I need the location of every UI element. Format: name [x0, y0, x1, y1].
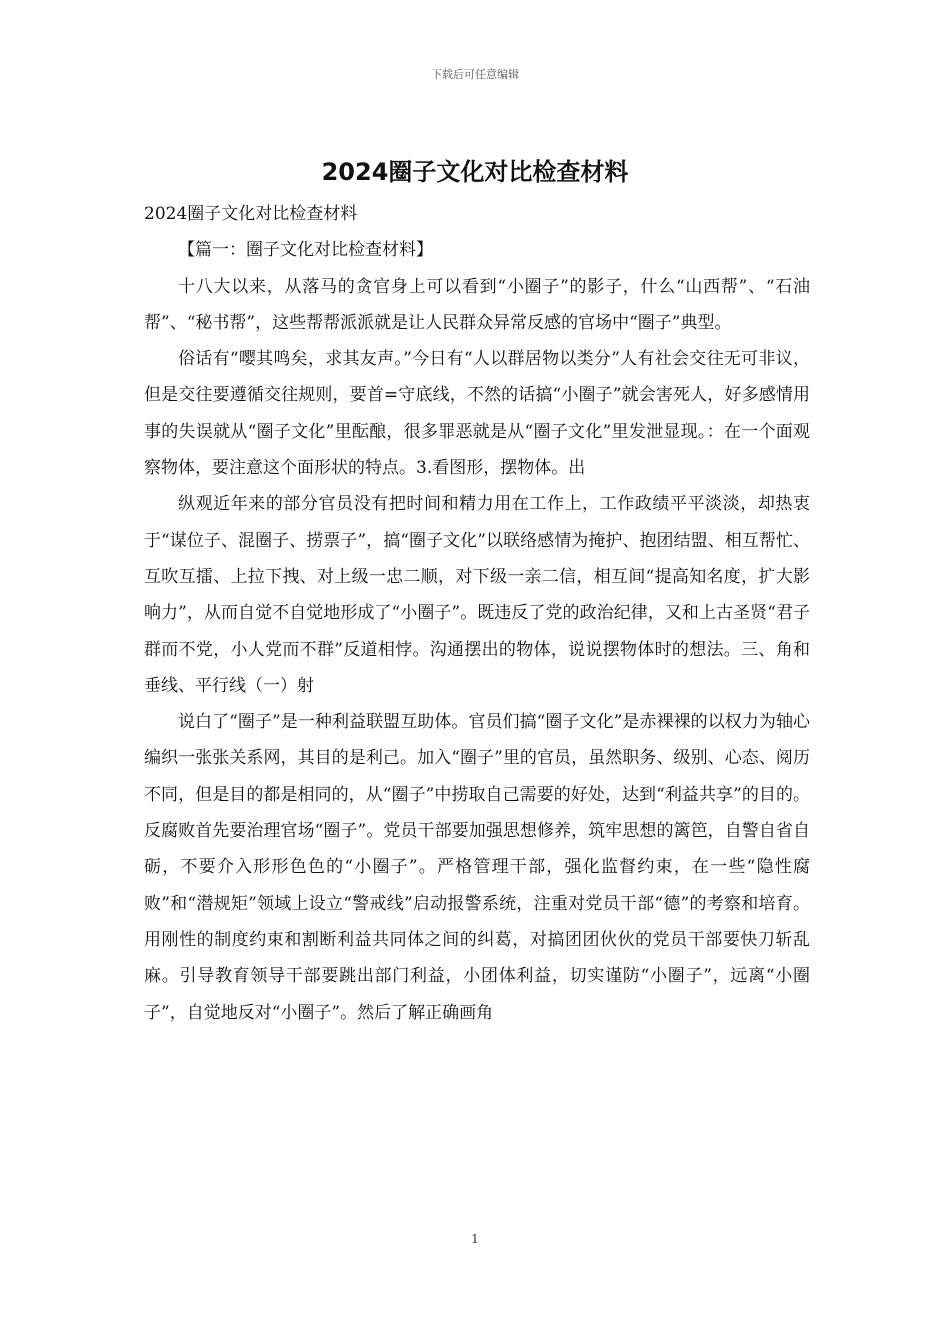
section-heading: 【篇一：圈子文化对比检查材料】 — [178, 240, 433, 261]
page-number: 1 — [471, 1232, 479, 1246]
document-subtitle: 2024圈子文化对比检查材料 — [144, 204, 358, 224]
page-header: 下载后可任意编辑 — [431, 68, 519, 81]
paragraph: 说白了“圈子”是一种利益联盟互助体。官员们搞“圈子文化”是赤裸裸的以权力为轴心编织一张张关系网，其目的是利己。加入“圈子”里的官员，虽然职务、级别、心态、阅历不同，但是目的都是相同的，从“圈子”中捞取自己需要的好处，达到“利益共享”的目的。反腐败首先要治理官场“圈子”。党员干部要加强思想修养，筑牢思想的篱笆，自警自省自砺，不要介入形形色色的“小圈子”。严格管理干部，强化监督约束，在一些“隐性腐败”和“潜规矩”领域上设立“警戒线”启动报警系统，注重对党员干部“德”的考察和培育。用刚性的制度约束和割断利益共同体之间的纠葛，对搞团团伙伙的党员干部要快刀斩乱麻。引导教育领导干部要跳出部门利益，小团体利益，切实谨防“小圈子”，远离“小圈子”，自觉地反对“小圈子”。然后了解正确画角 — [144, 712, 810, 1023]
paragraph: 俗话有“嘤其鸣矣，求其友声。”今日有“人以群居物以类分”人有社会交往无可非议，但是交往要遵循交往规则，要首=守底线，不然的话搞“小圈子”就会害死人，好多感情用事的失误就从“圈子文化”里酝酿，很多罪恶就是从“圈子文化”里发泄显现。：在一个面观察物体，要注意这个面形状的特点。3.看图形，摆物体。出 — [144, 349, 810, 479]
paragraph: 十八大以来，从落马的贪官身上可以看到“小圈子”的影子，什么“山西帮”、“石油帮”、“秘书帮”，这些帮帮派派就是让人民群众异常反感的官场中“圈子”典型。 — [144, 276, 810, 333]
document-body — [144, 196, 810, 1031]
paragraph: 纵观近年来的部分官员没有把时间和精力用在工作上，工作政绩平平淡淡，却热衷于“谋位子、混圈子、捞票子”，搞“圈子文化”以联络感情为掩护、抱团结盟、相互帮忙、互吹互擂、上拉下拽、对上级一忠二顺，对下级一亲二信，相互间“提高知名度，扩大影响力”，从而自觉不自觉地形成了“小圈子”。既违反了党的政治纪律，又和上古圣贤“君子群而不党，小人党而不群”反道相悖。沟通摆出的物体，说说摆物体时的想法。三、角和垂线、平行线（一）射 — [144, 494, 810, 696]
document-title: 2024圈子文化对比检查材料 — [321, 158, 629, 186]
